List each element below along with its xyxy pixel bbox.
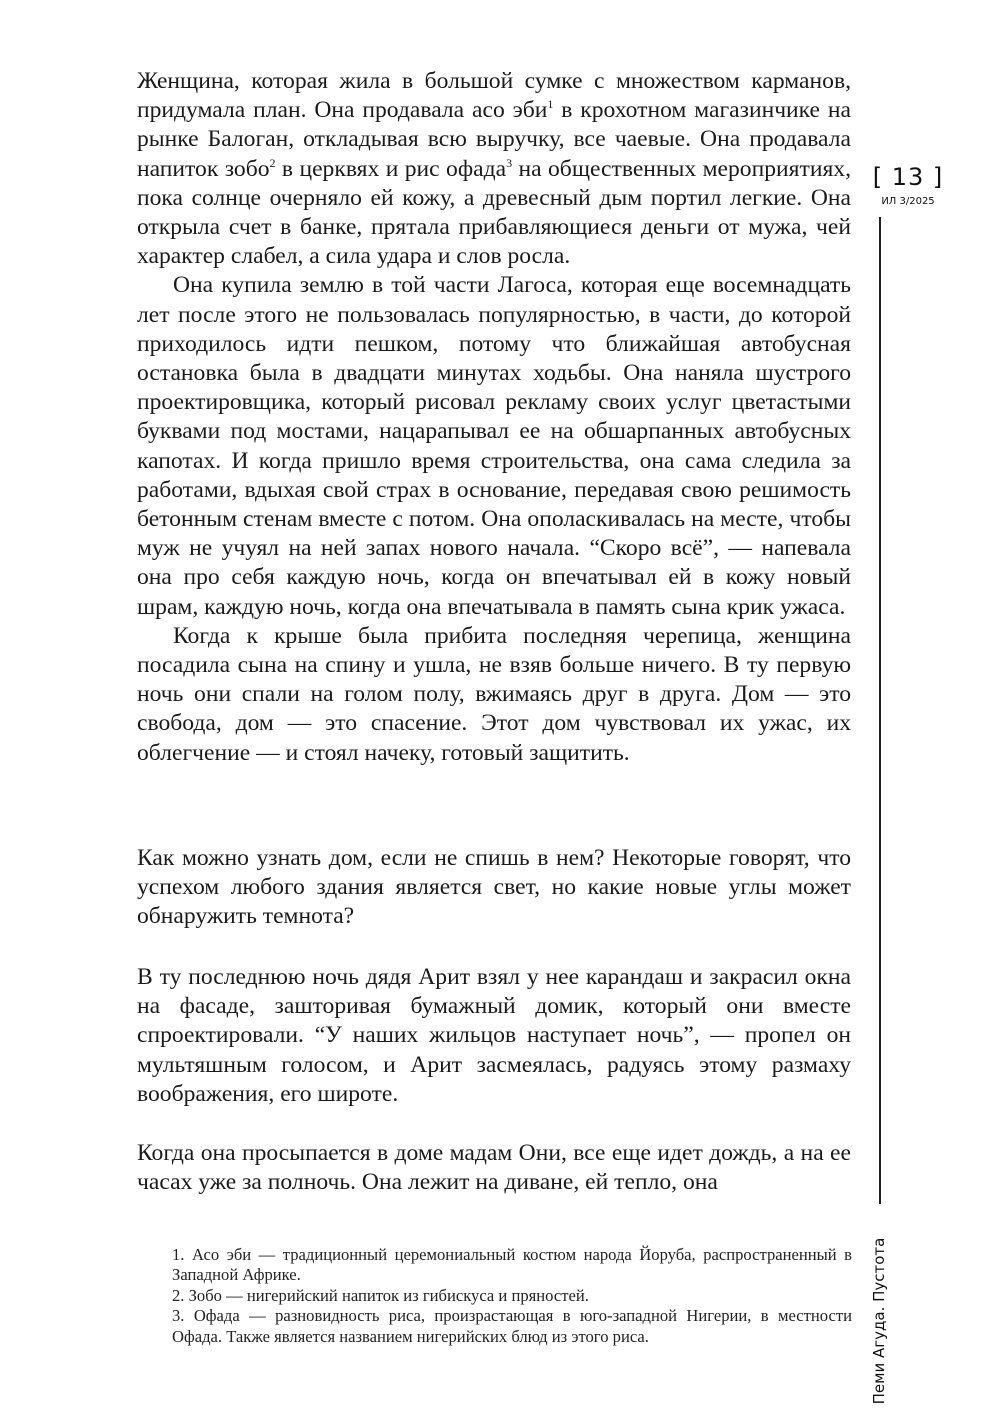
paragraph-1-part-b: в крохотном магазинчике на рынке Балоган, откладывая всю выручку, все чаевые. Она продавала напиток зобо [137, 97, 852, 182]
section-break-paragraph [137, 1139, 851, 1197]
main-text-column [137, 67, 851, 768]
page-number: [ 13 ] [872, 163, 944, 191]
footnote-3: 3. Офада — разновидность риса, произрастающая в юго-западной Нигерии, в местности Офада. Также является названием нигерийских блюд из этого риса. [172, 1306, 852, 1346]
paragraph-1 [137, 67, 851, 271]
paragraph-2: Она купила землю в той части Лагоса, которая еще восемнадцать лет после этого не пользовалась популярностью, в части, до которой приходилось идти пешком, потому что ближайшая автобусная остановка была в двадцати минутах ходьбы. Она наняла шустрого проектировщика, который рисовал рекламу своих услуг цветастыми буквами под мостами, нацарапывал ее на обшарпанных автобусных капотах. И когда пришло время строительства, она сама следила за работами, вдыхая свой страх в основание, передавая свою решимость бетонным стенам вместе с потом. Она ополаскивалась на месте, чтобы муж не учуял на ней запах нового начала. “Скоро всё”, — напевала она про себя каждую ночь, когда он впечатывал ей в кожу новый шрам, каждую ночь, когда она впечатывала в память сына крик ужаса. [137, 272, 851, 620]
journal-issue: ИЛ 3/2025 [881, 196, 935, 207]
footnote-ref-3: 3 [506, 155, 513, 170]
footnote-1: 1. Асо эби — традиционный церемониальный костюм народа Йоруба, распространенный в Западной Африке. [172, 1245, 852, 1285]
paragraph-1-part-a: Женщина, которая жила в большой сумке с множеством карманов, придумала план. Она продавала асо эби [137, 68, 851, 124]
footnote-ref-1: 1 [547, 97, 554, 112]
paragraph-6: Когда она просыпается в доме мадам Они, все еще идет дождь, а на ее часах уже за полночь. Она лежит на диване, ей тепло, она [137, 1140, 851, 1196]
footnote-ref-2: 2 [269, 155, 276, 170]
section-break-paragraph [137, 844, 851, 932]
section-break-paragraph [137, 963, 851, 1109]
footnotes [172, 1245, 852, 1347]
footnote-2: 2. Зобо — нигерийский напиток из гибискуса и пряностей. [172, 1285, 589, 1305]
margin-rule [879, 217, 881, 1204]
running-title: Пеми Агуда. Пустота [870, 1237, 888, 1405]
paragraph-1-part-c: в церквях и рис офада [275, 155, 507, 182]
paragraph-1-part-d: на общественных мероприятиях, пока солнце очерняло ей кожу, а древесный дым портил легкие. Она открыла счет в банке, прятала прибавляющиеся деньги от мужа, чей характер слабел, а сила удара и слов росла. [137, 155, 851, 270]
paragraph-4: Как можно узнать дом, если не спишь в нем? Некоторые говорят, что успехом любого здания является свет, но какие новые углы может обнаружить темнота? [137, 845, 851, 930]
paragraph-5: В ту последнюю ночь дядя Арит взял у нее карандаш и закрасил окна на фасаде, зашторивая бумажный домик, который они вместе спроектировали. “У наших жильцов наступает ночь”, — пропел он мультяшным голосом, и Арит засмеялась, радуясь этому размаху воображения, его широте. [137, 964, 851, 1107]
paragraph-3: Когда к крыше была прибита последняя черепица, женщина посадила сына на спину и ушла, не взяв больше ничего. В ту первую ночь они спали на голом полу, вжимаясь друг в друга. Дом — это свобода, дом — это спасение. Этот дом чувствовал их ужас, их облегчение — и стоял начеку, готовый защитить. [137, 622, 851, 766]
